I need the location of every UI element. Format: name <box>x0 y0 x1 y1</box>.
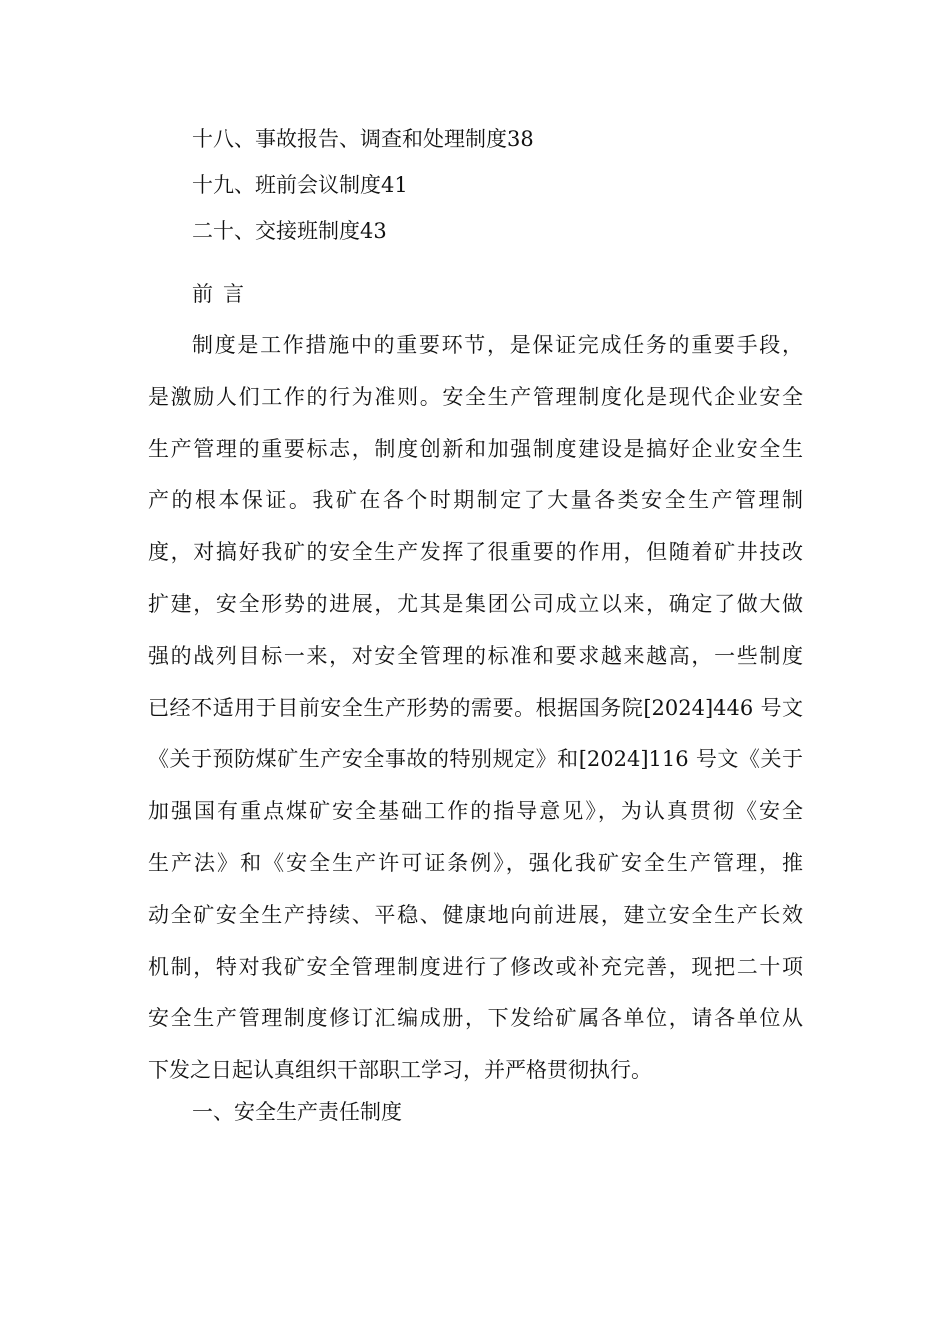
paragraph-line: 强的战列目标一来，对安全管理的标准和要求越来越高，一些制度 <box>148 643 803 668</box>
toc-item[interactable] <box>192 208 832 254</box>
table-of-contents <box>192 116 832 254</box>
preface-title-part1: 前 <box>192 282 213 306</box>
paragraph-line: 安全生产管理制度修订汇编成册，下发给矿属各单位，请各单位从 <box>148 1006 803 1031</box>
paragraph-line: 《关于预防煤矿生产安全事故的特别规定》和[2024]116 号文《关于 <box>148 747 803 772</box>
toc-item[interactable] <box>192 162 832 208</box>
paragraph-line: 已经不适用于目前安全生产形势的需要。根据国务院[2024]446 号文 <box>148 695 803 720</box>
toc-item-label: 十九、班前会议制度 <box>192 173 381 197</box>
toc-item-page: 43 <box>360 219 387 243</box>
preface-body <box>148 320 803 1097</box>
paragraph-line: 是激励人们工作的行为准则。安全生产管理制度化是现代企业安全 <box>148 384 803 409</box>
paragraph-line: 生产管理的重要标志，制度创新和加强制度建设是搞好企业安全生 <box>148 436 803 461</box>
paragraph-line: 产的根本保证。我矿在各个时期制定了大量各类安全生产管理制 <box>148 488 803 513</box>
paragraph-line: 度，对搞好我矿的安全生产发挥了很重要的作用，但随着矿井技改 <box>148 540 803 565</box>
toc-item[interactable] <box>192 116 832 162</box>
paragraph-line: 生产法》和《安全生产许可证条例》，强化我矿安全生产管理，推 <box>148 850 803 875</box>
toc-item-page: 41 <box>381 173 408 197</box>
preface-title <box>192 271 244 317</box>
section-heading: 一、安全生产责任制度 <box>192 1100 402 1124</box>
paragraph-line: 加强国有重点煤矿安全基础工作的指导意见》，为认真贯彻《安全 <box>148 799 803 824</box>
toc-item-page: 38 <box>507 127 534 151</box>
paragraph-line: 机制，特对我矿安全管理制度进行了修改或补充完善，现把二十项 <box>148 954 803 979</box>
toc-item-label: 十八、事故报告、调查和处理制度 <box>192 127 507 151</box>
paragraph-line: 制度是工作措施中的重要环节，是保证完成任务的重要手段， <box>192 333 803 357</box>
toc-item-label: 二十、交接班制度 <box>192 219 360 243</box>
paragraph-line: 动全矿安全生产持续、平稳、健康地向前进展，建立安全生产长效 <box>148 902 803 927</box>
preface-title-part2: 言 <box>223 282 244 306</box>
paragraph-line: 下发之日起认真组织干部职工学习，并严格贯彻执行。 <box>148 1058 652 1083</box>
paragraph-line: 扩建，安全形势的进展，尤其是集团公司成立以来，确定了做大做 <box>148 591 803 616</box>
